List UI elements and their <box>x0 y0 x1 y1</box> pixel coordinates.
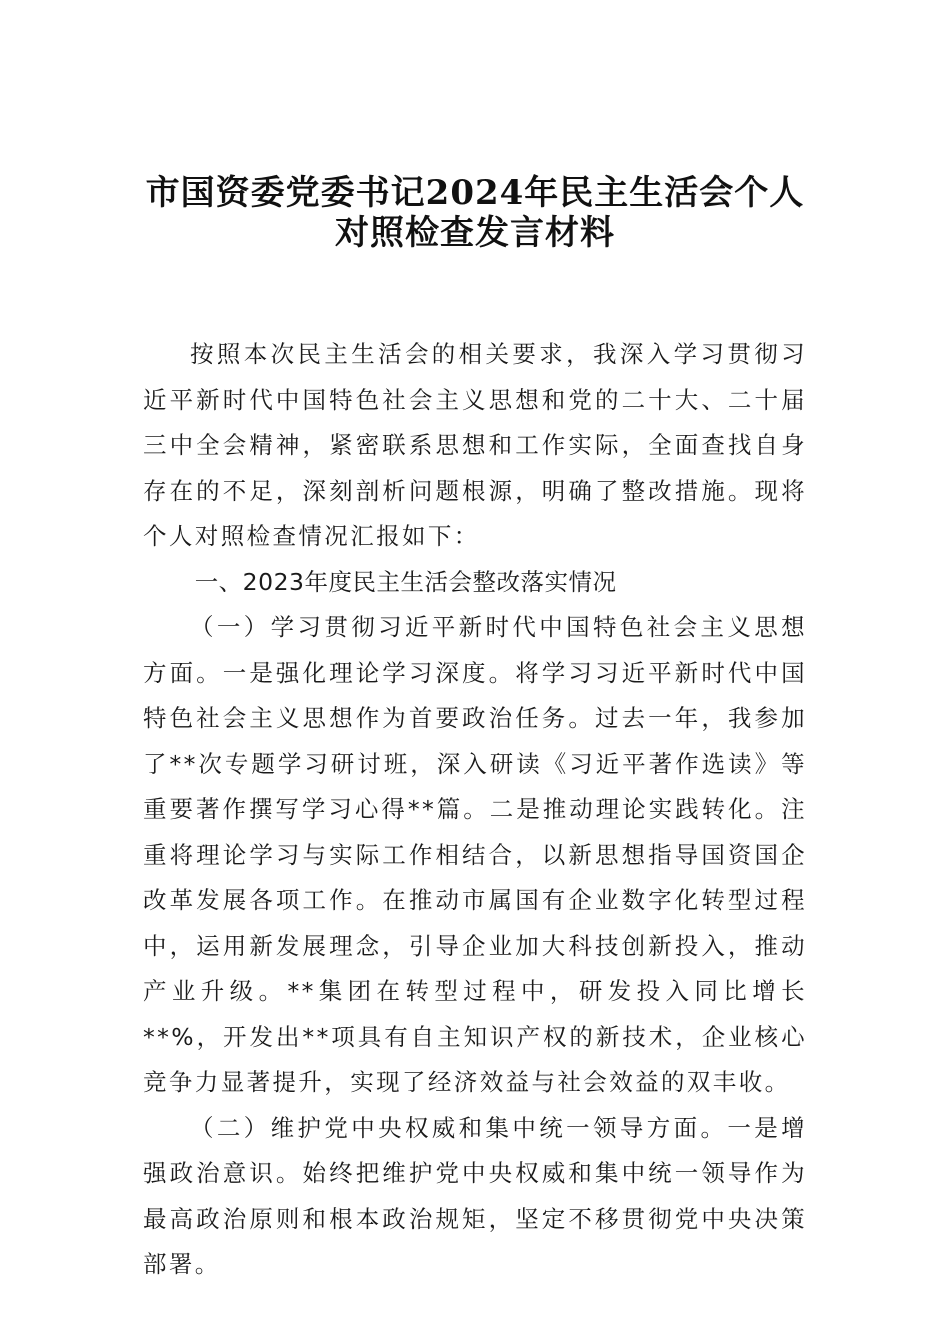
section-heading: 一、2023年度民主生活会整改落实情况 <box>194 567 617 596</box>
document-title-line-2: 对照检查发言材料 <box>335 213 615 253</box>
document-title-line-1: 市国资委党委书记2024年民主生活会个人 <box>145 173 805 213</box>
section-item-1-paragraph: （一）学习贯彻习近平新时代中国特色社会主义思想方面。一是强化理论学习深度。将学习习近平新时代中国特色社会主义思想作为首要政治任务。过去一年，我参加了**次专题学习研讨班，深入研读《习近平著作选读》等重要著作撰写学习心得**篇。二是推动理论实践转化。注重将理论学习与实际工作相结合，以新思想指导国资国企改革发展各项工作。在推动市属国有企业数字化转型过程中，运用新发展理念，引导企业加大科技创新投入，推动产业升级。**集团在转型过程中，研发投入同比增长**%，开发出**项具有自主知识产权的新技术，企业核心竞争力显著提升，实现了经济效益与社会效益的双丰收。 <box>143 613 807 1096</box>
section-item-2-paragraph: （二）维护党中央权威和集中统一领导方面。一是增强政治意识。始终把维护党中央权威和集中统一领导作为最高政治原则和根本政治规矩，坚定不移贯彻党中央决策部署。 <box>143 1113 807 1278</box>
document-body <box>143 332 807 1288</box>
intro-paragraph: 按照本次民主生活会的相关要求，我深入学习贯彻习近平新时代中国特色社会主义思想和党的二十大、二十届三中全会精神，紧密联系思想和工作实际，全面查找自身存在的不足，深刻剖析问题根源，明确了整改措施。现将个人对照检查情况汇报如下： <box>143 340 807 550</box>
